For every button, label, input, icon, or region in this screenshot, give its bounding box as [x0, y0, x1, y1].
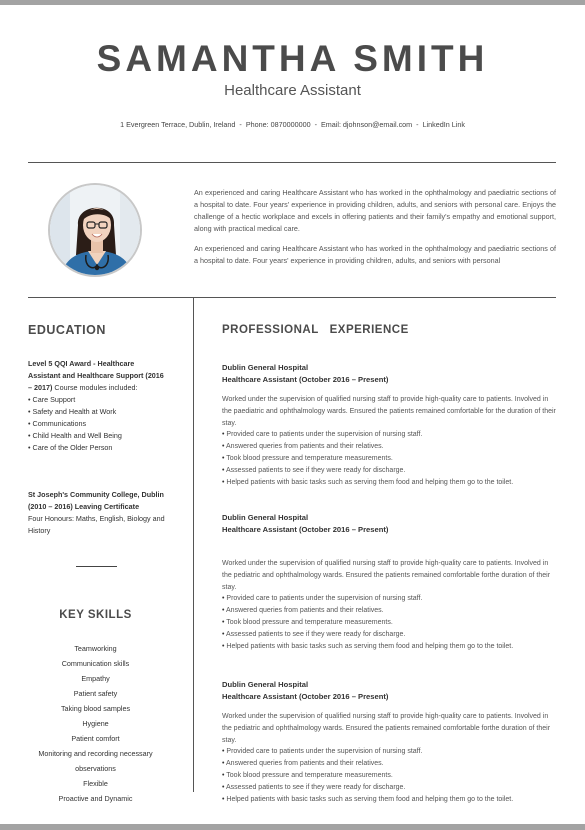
- job-duties: [222, 746, 558, 805]
- experience-heading: PROFESSIONAL EXPERIENCE: [222, 324, 409, 336]
- education-2-title: St Joseph's Community College, Dublin (2010 – 2016) Leaving Certificate: [28, 490, 164, 511]
- candidate-name: SAMANTHA SMITH: [96, 38, 489, 79]
- profile-summary: [194, 187, 556, 267]
- key-skills-heading: KEY SKILLS: [59, 609, 132, 621]
- duty-item: • Answered queries from patients and their relatives.: [222, 758, 558, 770]
- email-link[interactable]: Email: djohnson@email.com: [320, 120, 413, 129]
- job-duties: [222, 429, 558, 488]
- skill-item: Empathy: [81, 674, 110, 683]
- skill-item: Monitoring and recording necessary observations: [38, 749, 153, 773]
- job-description: Worked under the supervision of qualified nursing staff to provide high-quality care to patients. Involved in the pediatric and ophthalmology wards. Ensured the patients remained comfortable forthe duration of their stay.: [222, 713, 551, 744]
- skill-item: Hygiene: [82, 719, 109, 728]
- duty-item: • Answered queries from patients and their relatives.: [222, 605, 558, 617]
- duty-item: • Assessed patients to see if they were ready for discharge.: [222, 782, 558, 794]
- education-item-1: [28, 358, 168, 454]
- divider-middle: [28, 297, 556, 298]
- divider-top: [28, 162, 556, 163]
- job-entry-1: [222, 362, 558, 488]
- education-1-modules: [28, 394, 168, 454]
- education-1-title: Level 5 QQI Award - Healthcare Assistant and Healthcare Support (2016 – 2017): [28, 359, 164, 392]
- key-skills-list: [28, 641, 163, 806]
- skill-item: Taking blood samples: [60, 704, 131, 713]
- job-title-dates: Healthcare Assistant (October 2016 – Present): [222, 524, 389, 534]
- duty-item: • Assessed patients to see if they were ready for discharge.: [222, 629, 558, 641]
- linkedin-link[interactable]: LinkedIn Link: [422, 120, 465, 129]
- job-title: Healthcare Assistant: [224, 82, 361, 99]
- skill-item: Patient safety: [73, 689, 118, 698]
- module-item: • Child Health and Well Being: [28, 430, 168, 442]
- education-item-2: [28, 489, 168, 537]
- skill-item: Communication skills: [61, 659, 130, 668]
- duty-item: • Helped patients with basic tasks such as serving them food and helping them go to the toilet.: [222, 477, 558, 489]
- job-company: Dublin General Hospital: [222, 363, 309, 372]
- duty-item: • Provided care to patients under the supervision of nursing staff.: [222, 593, 558, 605]
- job-duties: [222, 593, 558, 652]
- job-entry-3: [222, 679, 558, 805]
- duty-item: • Assessed patients to see if they were ready for discharge.: [222, 465, 558, 477]
- module-item: • Safety and Health at Work: [28, 406, 168, 418]
- summary-paragraph-1: An experienced and caring Healthcare Assistant who has worked in the ophthalmology and paediatric sections of a hospital to date. Four years' experience in providing children, adults, and seniors with personal care. Enjoys the challenge of a hectic workplace and excels in offering patients and their family's empathy and emotional support, along with practical medical care.: [194, 188, 556, 233]
- module-item: • Care Support: [28, 394, 168, 406]
- bottom-border-bar: [0, 824, 585, 830]
- skill-item: Flexible: [83, 779, 108, 788]
- duty-item: • Answered queries from patients and their relatives.: [222, 441, 558, 453]
- module-item: • Communications: [28, 418, 168, 430]
- duty-item: • Took blood pressure and temperature measurements.: [222, 453, 558, 465]
- education-1-rest: Course modules included:: [52, 383, 138, 392]
- column-divider: [193, 297, 194, 792]
- education-2-rest: Four Honours: Maths, English, Biology and History: [28, 514, 165, 535]
- skill-item: Proactive and Dynamic: [58, 794, 133, 803]
- job-company: Dublin General Hospital: [222, 513, 309, 522]
- duty-item: • Provided care to patients under the supervision of nursing staff.: [222, 429, 558, 441]
- job-entry-2: [222, 512, 558, 652]
- top-border-bar: [0, 0, 585, 5]
- module-item: • Care of the Older Person: [28, 442, 168, 454]
- job-company: Dublin General Hospital: [222, 680, 309, 689]
- section-separator: [76, 566, 117, 567]
- job-title-dates: Healthcare Assistant (October 2016 – Present): [222, 374, 389, 384]
- job-title-dates: Healthcare Assistant (October 2016 – Present): [222, 691, 389, 701]
- job-description: Worked under the supervision of qualified nursing staff to provide high-quality care to patients. Involved in the pediatric and ophthalmology wards. Ensured the patients remained comfortable forthe duration of their stay.: [222, 560, 551, 591]
- duty-item: • Helped patients with basic tasks such as serving them food and helping them go to the toilet.: [222, 794, 558, 806]
- skill-item: Patient comfort: [71, 734, 120, 743]
- contact-line: 1 Evergreen Terrace, Dublin, Ireland - Phone: 0870000000 - Email: djohnson@email.com - LinkedIn Link: [120, 120, 465, 129]
- summary-paragraph-2: An experienced and caring Healthcare Assistant who has worked in the ophthalmology and paediatric sections of a hospital to date. Four years' experience in providing children, adults, and seniors with personal: [194, 244, 556, 265]
- duty-item: • Took blood pressure and temperature measurements.: [222, 770, 558, 782]
- address: 1 Evergreen Terrace, Dublin, Ireland: [120, 120, 236, 129]
- duty-item: • Provided care to patients under the supervision of nursing staff.: [222, 746, 558, 758]
- profile-photo: [48, 183, 142, 277]
- education-heading: EDUCATION: [28, 323, 106, 337]
- phone: Phone: 0870000000: [245, 120, 311, 129]
- job-description: Worked under the supervision of qualified nursing staff to provide high-quality care to patients. Involved in the paediatric and ophthalmology wards. Ensured the patients remained comfortable for the duration of their stay.: [222, 396, 556, 427]
- duty-item: • Took blood pressure and temperature measurements.: [222, 617, 558, 629]
- duty-item: • Helped patients with basic tasks such as serving them food and helping them go to the toilet.: [222, 641, 558, 653]
- skill-item: Teamworking: [74, 644, 117, 653]
